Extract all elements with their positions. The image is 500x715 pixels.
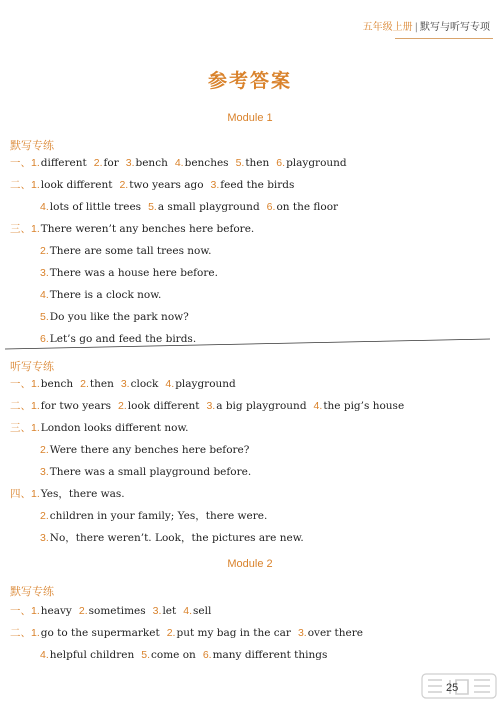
item-number: 2. bbox=[166, 627, 176, 639]
item-number: 1. bbox=[31, 627, 40, 639]
answer-text: look different bbox=[127, 400, 200, 412]
answer-row bbox=[10, 421, 196, 435]
answer-row bbox=[40, 531, 311, 545]
item-number: 3. bbox=[125, 157, 135, 169]
question-group-label: 二、 bbox=[10, 627, 31, 639]
answer-text: look different bbox=[40, 179, 113, 191]
answer-text: playground bbox=[286, 157, 347, 169]
question-group-label: 一、 bbox=[10, 157, 31, 169]
answer-text: Let’s go and feed the birds. bbox=[49, 333, 197, 345]
item-number: 5. bbox=[235, 157, 245, 169]
answer-row bbox=[10, 178, 301, 192]
item-number: 4. bbox=[40, 289, 49, 301]
item-number: 4. bbox=[40, 649, 49, 661]
watermark-logo bbox=[420, 672, 498, 712]
item-number: 2. bbox=[119, 179, 129, 191]
answer-row bbox=[10, 399, 411, 413]
item-number: 6. bbox=[40, 333, 49, 345]
answer-text: London looks different now. bbox=[40, 422, 189, 434]
answer-text: bench bbox=[135, 157, 168, 169]
item-number: 2. bbox=[78, 605, 88, 617]
answer-text: different bbox=[40, 157, 87, 169]
item-number: 2. bbox=[40, 510, 49, 522]
answer-text: two years ago bbox=[129, 179, 204, 191]
answer-text: sometimes bbox=[88, 605, 146, 617]
answer-text: heavy bbox=[40, 605, 72, 617]
answer-text: children in your family; Yes，there were. bbox=[49, 510, 268, 522]
answer-text: sell bbox=[193, 605, 212, 617]
item-number: 2. bbox=[40, 245, 49, 257]
module-1-title: Module 1 bbox=[227, 112, 273, 124]
item-number: 3. bbox=[40, 466, 49, 478]
answer-text: a big playground bbox=[216, 400, 307, 412]
answer-text: then bbox=[89, 378, 114, 390]
answer-text: benches bbox=[184, 157, 229, 169]
item-number: 1. bbox=[31, 400, 40, 412]
answer-text: playground bbox=[175, 378, 236, 390]
question-group-label: 二、 bbox=[10, 179, 31, 191]
answer-text: for bbox=[103, 157, 119, 169]
page-title: 参考答案 bbox=[207, 70, 292, 92]
answer-row bbox=[40, 200, 345, 214]
answer-text: Were there any benches here before? bbox=[49, 444, 250, 456]
header-rule bbox=[395, 38, 493, 39]
item-number: 3. bbox=[297, 627, 307, 639]
item-number: 6. bbox=[276, 157, 286, 169]
item-number: 2. bbox=[93, 157, 103, 169]
answer-text: bench bbox=[40, 378, 74, 390]
page-header bbox=[363, 18, 490, 33]
answer-text: a small playground bbox=[157, 201, 260, 213]
answer-text: over there bbox=[307, 627, 363, 639]
item-number: 3. bbox=[120, 378, 130, 390]
answer-text: come on bbox=[151, 649, 196, 661]
question-group-label: 一、 bbox=[10, 378, 31, 390]
answer-text: lots of little trees bbox=[49, 201, 142, 213]
answer-text: then bbox=[245, 157, 270, 169]
item-number: 3. bbox=[40, 267, 49, 279]
section-m1-dictation: 默写专练 bbox=[10, 139, 54, 152]
item-number: 6. bbox=[202, 649, 212, 661]
item-number: 3. bbox=[40, 532, 49, 544]
answer-text: Yes，there was. bbox=[40, 488, 125, 500]
answer-text: Do you like the park now? bbox=[49, 311, 189, 323]
answer-text: for two years bbox=[40, 400, 112, 412]
answer-text: There weren’t any benches here before. bbox=[40, 223, 255, 235]
answer-row bbox=[10, 156, 354, 170]
page-fold-divider bbox=[0, 337, 500, 351]
item-number: 4. bbox=[174, 157, 184, 169]
item-number: 3. bbox=[210, 179, 220, 191]
answer-text: helpful children bbox=[49, 649, 135, 661]
answer-row bbox=[10, 222, 261, 236]
answer-row bbox=[10, 604, 218, 618]
answer-text: let bbox=[162, 605, 177, 617]
item-number: 1. bbox=[31, 422, 40, 434]
item-number: 5. bbox=[40, 311, 49, 323]
answer-row bbox=[10, 487, 132, 501]
module-2-title: Module 2 bbox=[227, 558, 273, 570]
question-group-label: 三、 bbox=[10, 422, 31, 434]
item-number: 6. bbox=[266, 201, 276, 213]
section-m1-listening: 听写专练 bbox=[10, 360, 54, 373]
question-group-label: 一、 bbox=[10, 605, 31, 617]
item-number: 1. bbox=[31, 223, 40, 235]
answer-row bbox=[40, 443, 256, 457]
item-number: 1. bbox=[31, 488, 40, 500]
item-number: 1. bbox=[31, 179, 40, 191]
item-number: 1. bbox=[31, 378, 40, 390]
item-number: 3. bbox=[206, 400, 216, 412]
item-number: 5. bbox=[141, 649, 151, 661]
item-number: 1. bbox=[31, 605, 40, 617]
page-number: 25 bbox=[446, 682, 459, 694]
question-group-label: 四、 bbox=[10, 488, 31, 500]
answer-text: No，there weren’t. Look，the pictures are new. bbox=[49, 532, 304, 544]
answer-row bbox=[40, 465, 258, 479]
answer-row bbox=[40, 288, 168, 302]
item-number: 2. bbox=[118, 400, 127, 412]
header-separator: | bbox=[414, 22, 418, 33]
item-number: 4. bbox=[183, 605, 192, 617]
answer-row bbox=[40, 244, 218, 258]
item-number: 2. bbox=[40, 444, 49, 456]
item-number: 4. bbox=[165, 378, 175, 390]
answer-text: go to the supermarket bbox=[40, 627, 160, 639]
answer-row bbox=[40, 266, 225, 280]
answer-text: many different things bbox=[212, 649, 328, 661]
answer-text: There was a house here before. bbox=[49, 267, 218, 279]
answer-row bbox=[40, 648, 334, 662]
question-group-label: 二、 bbox=[10, 400, 31, 412]
answer-text: There was a small playground before. bbox=[49, 466, 252, 478]
header-grade: 五年级上册 bbox=[362, 22, 413, 33]
answer-text: put my bag in the car bbox=[176, 627, 291, 639]
answer-row bbox=[10, 626, 370, 640]
question-group-label: 三、 bbox=[10, 223, 31, 235]
answer-text: There is a clock now. bbox=[49, 289, 162, 301]
section-m2-dictation: 默写专练 bbox=[10, 585, 54, 598]
answer-row bbox=[10, 377, 243, 391]
answer-text: There are some tall trees now. bbox=[49, 245, 212, 257]
item-number: 3. bbox=[152, 605, 162, 617]
item-number: 4. bbox=[313, 400, 323, 412]
answer-row bbox=[40, 310, 196, 324]
answer-text: on the floor bbox=[276, 201, 339, 213]
answer-text: clock bbox=[130, 378, 159, 390]
item-number: 4. bbox=[40, 201, 49, 213]
answer-text: the pig’s house bbox=[323, 400, 405, 412]
header-subtitle: 默写与听写专项 bbox=[420, 22, 490, 33]
item-number: 2. bbox=[80, 378, 89, 390]
answer-row bbox=[40, 509, 274, 523]
answer-text: feed the birds bbox=[220, 179, 295, 191]
item-number: 1. bbox=[31, 157, 40, 169]
item-number: 5. bbox=[148, 201, 157, 213]
